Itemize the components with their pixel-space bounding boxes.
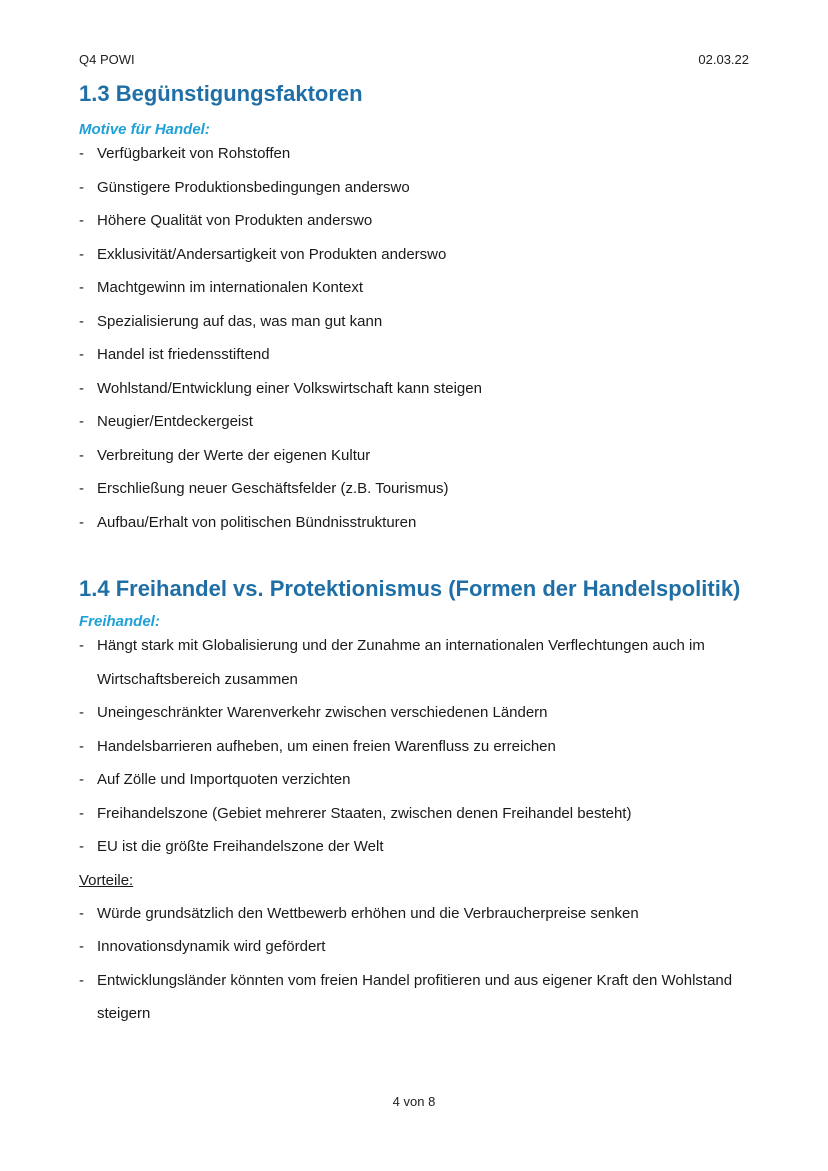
- list-item: - Würde grundsätzlich den Wettbewerb erhöhen und die Verbraucherpreise senken: [79, 904, 639, 922]
- list-item-text: Wohlstand/Entwicklung einer Volkswirtschaft kann steigen: [97, 379, 482, 397]
- list-item: - Neugier/Entdeckergeist: [79, 413, 253, 430]
- list-item-text: Uneingeschränkter Warenverkehr zwischen verschiedenen Ländern: [97, 704, 548, 721]
- list-item-text: Machtgewinn im internationalen Kontext: [97, 279, 363, 296]
- list-item: - Freihandelszone (Gebiet mehrerer Staaten, zwischen denen Freihandel besteht): [79, 804, 632, 822]
- list-item-text: Innovationsdynamik wird gefördert: [97, 938, 326, 955]
- list-item: - Uneingeschränkter Warenverkehr zwischen verschiedenen Ländern: [79, 704, 548, 721]
- list-item-text: Auf Zölle und Importquoten verzichten: [97, 771, 351, 788]
- list-item-text: Handelsbarrieren aufheben, um einen freien Warenfluss zu erreichen: [97, 737, 556, 755]
- list-item-text: Verfügbarkeit von Rohstoffen: [97, 145, 291, 162]
- list-item-text: Aufbau/Erhalt von politischen Bündnisstrukturen: [97, 513, 417, 531]
- list-item-text: Würde grundsätzlich den Wettbewerb erhöhen und die Verbraucherpreise senken: [97, 904, 639, 922]
- list-item: - Hängt stark mit Globalisierung und der Zunahme an internationalen Verflechtungen auch im Wirtschaftsbereich zusammen: [79, 637, 705, 688]
- list-item: - Spezialisierung auf das, was man gut kann: [79, 312, 383, 330]
- freihandel-list: [79, 629, 759, 864]
- page-number: 4 von 8: [392, 1094, 436, 1109]
- list-item-text: Günstigere Produktionsbedingungen anderswo: [97, 178, 410, 196]
- list-item: - Entwicklungsländer könnten vom freien Handel profitieren und aus eigener Kraft den Wohlstand steigern: [79, 971, 733, 1022]
- subtitle-motive: Motive für Handel:: [79, 121, 210, 138]
- list-item-text: Verbreitung der Werte der eigenen Kultur: [97, 446, 371, 464]
- list-item-text: Handel ist friedensstiftend: [97, 346, 270, 363]
- list-item-text: Exklusivität/Andersartigkeit von Produkten anderswo: [97, 245, 447, 263]
- list-item-text: Erschließung neuer Geschäftsfelder (z.B. Tourismus): [97, 480, 449, 497]
- list-item: - Wohlstand/Entwicklung einer Volkswirtschaft kann steigen: [79, 379, 482, 397]
- list-item: - Exklusivität/Andersartigkeit von Produkten anderswo: [79, 245, 447, 263]
- list-item: - Auf Zölle und Importquoten verzichten: [79, 771, 351, 788]
- list-item: - Handel ist friedensstiftend: [79, 346, 270, 363]
- motive-list: [79, 137, 759, 539]
- header-date: 02.03.22: [698, 52, 749, 67]
- list-item: - EU ist die größte Freihandelszone der Welt: [79, 838, 384, 855]
- list-item: - Aufbau/Erhalt von politischen Bündnisstrukturen: [79, 513, 417, 531]
- list-item: - Machtgewinn im internationalen Kontext: [79, 279, 363, 296]
- list-item-text: Höhere Qualität von Produkten anderswo: [97, 212, 373, 229]
- list-item: - Günstigere Produktionsbedingungen anderswo: [79, 178, 410, 196]
- document-content: [79, 78, 759, 1031]
- list-item-text: Spezialisierung auf das, was man gut kann: [97, 312, 383, 330]
- advantages-list: [79, 897, 759, 1031]
- list-item: - Handelsbarrieren aufheben, um einen freien Warenfluss zu erreichen: [79, 737, 556, 755]
- list-item-text: Neugier/Entdeckergeist: [97, 413, 253, 430]
- list-item: - Verbreitung der Werte der eigenen Kultur: [79, 446, 371, 464]
- list-item: - Erschließung neuer Geschäftsfelder (z.B. Tourismus): [79, 480, 449, 497]
- section-title-1-4: 1.4 Freihandel vs. Protektionismus (Formen der Handelspolitik): [79, 576, 741, 601]
- advantages-label: Vorteile:: [79, 871, 134, 889]
- list-item: - Innovationsdynamik wird gefördert: [79, 938, 326, 955]
- list-item: - Verfügbarkeit von Rohstoffen: [79, 145, 291, 162]
- list-item-text: Entwicklungsländer könnten vom freien Handel profitieren und aus eigener Kraft den Wohlstand steigern: [97, 971, 733, 1022]
- list-item-text: Hängt stark mit Globalisierung und der Zunahme an internationalen Verflechtungen auch im Wirtschaftsbereich zusammen: [97, 637, 705, 688]
- list-item-text: EU ist die größte Freihandelszone der Welt: [97, 838, 384, 855]
- section-title-1-3: 1.3 Begünstigungsfaktoren: [79, 81, 363, 106]
- list-item: - Höhere Qualität von Produkten anderswo: [79, 212, 373, 229]
- subtitle-freihandel: Freihandel:: [79, 613, 160, 630]
- list-item-text: Freihandelszone (Gebiet mehrerer Staaten, zwischen denen Freihandel besteht): [97, 804, 632, 822]
- header-course: Q4 POWI: [79, 52, 135, 67]
